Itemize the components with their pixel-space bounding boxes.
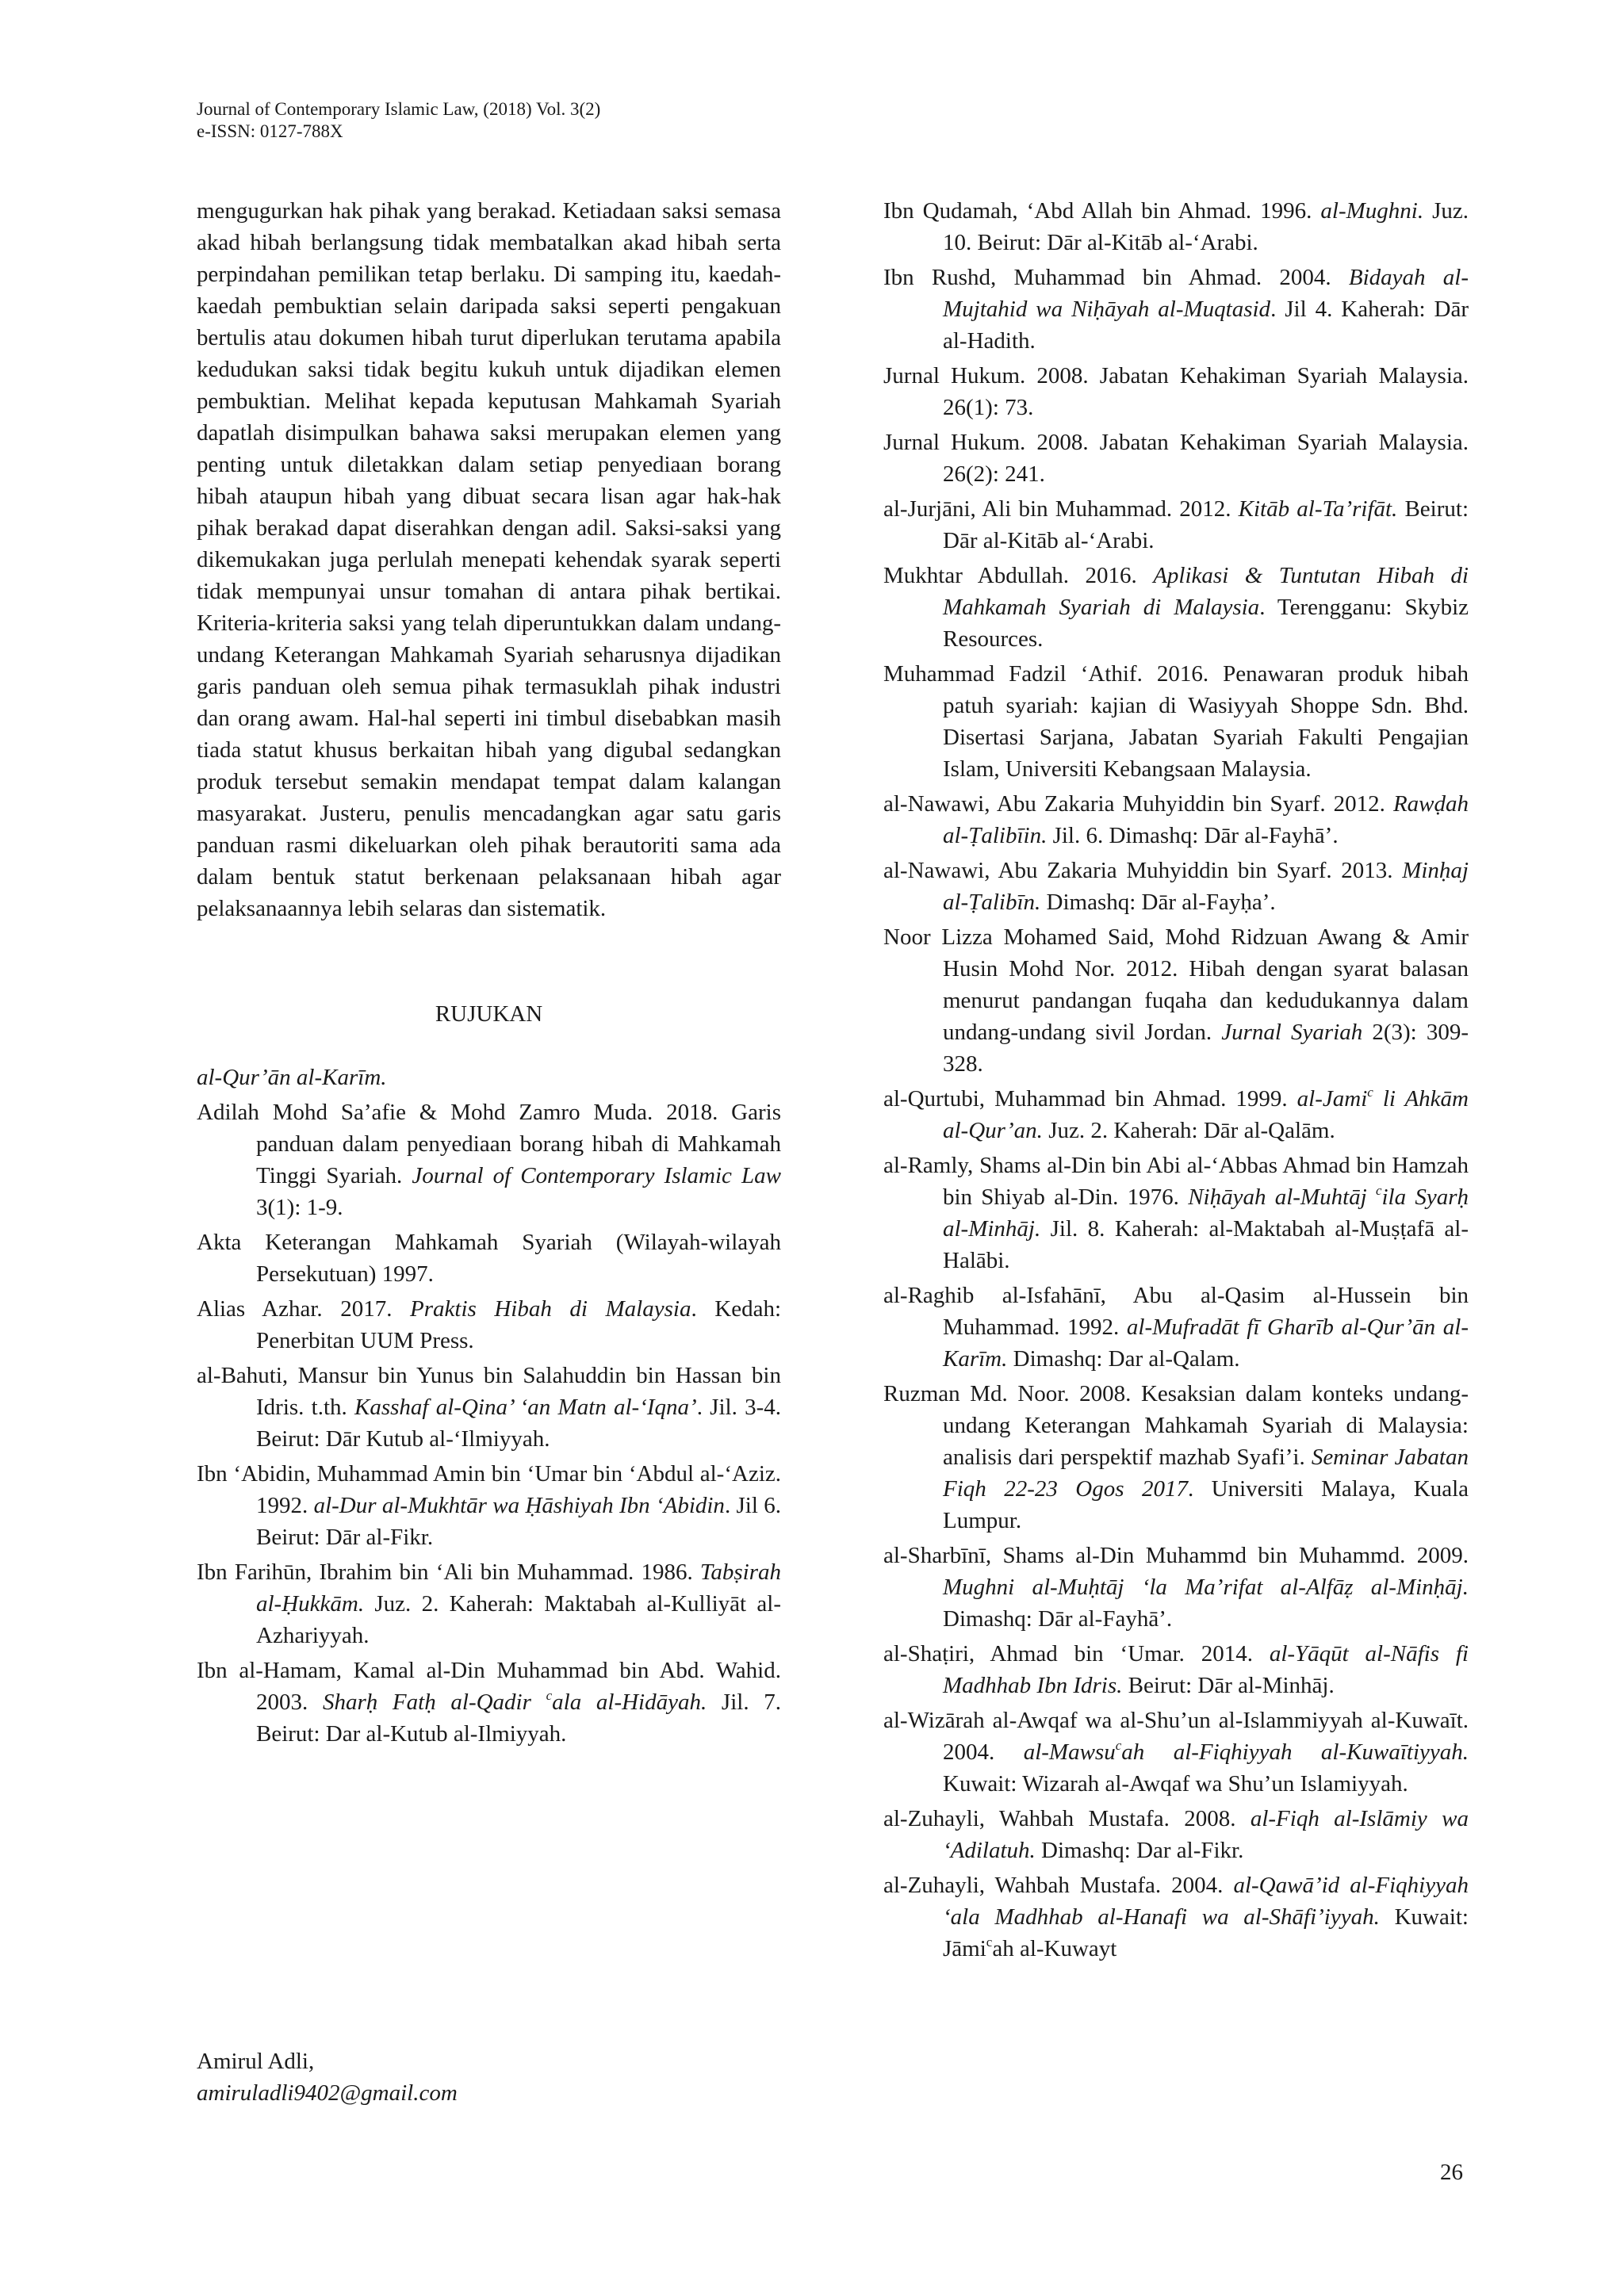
reference-entry (197, 1556, 781, 1651)
reference-text: Jil. 6. Dimashq: Dār al-Fayhā’. (1047, 823, 1339, 848)
reference-italic-text: al-Mughni. (1320, 198, 1424, 224)
reference-italic-text: Mughni al-Muḥtāj ‘la Ma’rifat al-Alfāẓ al-Minḥāj. (943, 1575, 1469, 1600)
reference-entry (883, 855, 1469, 918)
running-header (197, 98, 600, 143)
reference-superscript: c (546, 1688, 553, 1704)
reference-entry (883, 658, 1469, 785)
reference-text: Kuwait: Jāmi (943, 1904, 1469, 1961)
reference-italic-text: al-Jami (1297, 1086, 1368, 1112)
reference-superscript: c (1115, 1738, 1122, 1754)
reference-text: al-Bahuti, Mansur bin Yunus bin Salahuddin bin Hassan bin Idris. t.th. (197, 1363, 781, 1420)
reference-text: al-Nawawi, Abu Zakaria Muhyiddin bin Syarf. 2012. (883, 791, 1393, 817)
reference-text: Jurnal Hukum. 2008. Jabatan Kehakiman Syariah Malaysia. 26(2): 241. (883, 430, 1469, 487)
reference-text: . Terengganu: Skybiz Resources. (943, 595, 1469, 652)
reference-italic-text: Aplikasi & Tuntutan Hibah di Mahkamah Syariah di Malaysia (943, 563, 1469, 620)
reference-text: . Kedah: Penerbitan UUM Press. (256, 1296, 781, 1353)
reference-text: Mukhtar Abdullah. 2016. (883, 563, 1154, 588)
reference-italic-text: al-Mufradāt fī Gharīb al-Qur’ān al-Karīm. (943, 1314, 1469, 1372)
reference-text: 3(1): 1-9. (256, 1195, 343, 1220)
reference-italic-text: Bidayah al-Mujtahid wa Niḥāyah al-Muqtasid (943, 265, 1469, 322)
reference-entry (883, 1378, 1469, 1536)
reference-italic-text: al-Fiqh al-Islāmiy wa ‘Adilatuh. (943, 1806, 1469, 1863)
reference-text: Ruzman Md. Noor. 2008. Kesaksian dalam konteks undang-undang Keterangan Mahkamah Syariah di Malaysia: analisis dari perspektif mazhab Syafi’i. (883, 1381, 1469, 1470)
reference-text: Ibn Qudamah, ‘Abd Allah bin Ahmad. 1996. (883, 198, 1321, 224)
reference-text: Ibn al-Hamam, Kamal al-Din Muhammad bin Abd. Wahid. 2003. (197, 1658, 781, 1715)
author-email: amiruladli9402@gmail.com (197, 2080, 458, 2106)
reference-entry (883, 1540, 1469, 1635)
reference-italic-text: Minḥaj al-Ṭalibīn. (943, 858, 1469, 915)
reference-text: Dimashq: Dar al-Qalam. (1007, 1346, 1240, 1372)
reference-entry (197, 1458, 781, 1553)
reference-entry (197, 1293, 781, 1357)
reference-entry (883, 560, 1469, 655)
reference-text: Noor Lizza Mohamed Said, Mohd Ridzuan Awang & Amir Husin Mohd Nor. 2012. Hibah dengan syarat balasan menurut pandangan fuqaha dan kedudukannya dalam undang-undang sivil Jordan. (883, 924, 1469, 1045)
reference-italic-text: Tabṣirah al-Ḥukkām. (256, 1559, 781, 1617)
reference-text: al-Ramly, Shams al-Din bin Abi al-‘Abbas Ahmad bin Hamzah bin Shiyab al-Din. 1976. (883, 1153, 1469, 1210)
reference-italic-text: al-Dur al-Mukhtār wa Ḥāshiyah Ibn ‘Abidin (313, 1493, 725, 1518)
reference-text: Akta Keterangan Mahkamah Syariah (Wilayah-wilayah Persekutuan) 1997. (197, 1230, 781, 1287)
reference-superscript: c (986, 1934, 993, 1950)
reference-italic-text: Niḥāyah al-Muhtāj (1188, 1184, 1376, 1210)
reference-text: Juz. 2. Kaherah: Dār al-Qalām. (1042, 1118, 1335, 1143)
reference-entry (883, 1150, 1469, 1276)
reference-text: al-Jurjāni, Ali bin Muhammad. 2012. (883, 496, 1239, 522)
reference-entry (883, 360, 1469, 423)
author-block (197, 2045, 458, 2109)
reference-italic-text: ala al-Hidāyah. (552, 1689, 707, 1715)
right-column (883, 195, 1469, 1968)
reference-entry (883, 921, 1469, 1080)
reference-entry (197, 1655, 781, 1750)
reference-text: Ibn ‘Abidin, Muhammad Amin bin ‘Umar bin ‘Abdul al-‘Aziz. 1992. (197, 1461, 781, 1518)
reference-entry (883, 1705, 1469, 1800)
reference-entry (197, 1226, 781, 1290)
reference-text: Alias Azhar. 2017. (197, 1296, 411, 1322)
reference-italic-text: Kitāb al-Ta’rifāt. (1238, 496, 1398, 522)
author-name: Amirul Adli, (197, 2049, 315, 2074)
reference-entry (197, 1062, 781, 1093)
reference-text: ah al-Kuwayt (992, 1936, 1117, 1961)
reference-entry (883, 1638, 1469, 1701)
reference-text: Ibn Farihūn, Ibrahim bin ‘Ali bin Muhammad. 1986. (197, 1559, 700, 1585)
reference-text: . Jil. 3-4. Beirut: Dār Kutub al-‘Ilmiyyah. (256, 1395, 781, 1452)
reference-text: Dimashq: Dār al-Fayḥa’. (1040, 890, 1276, 915)
reference-text: al-Zuhayli, Wahbah Mustafa. 2004. (883, 1873, 1234, 1898)
references-heading: RUJUKAN (435, 1001, 543, 1027)
reference-italic-text: Praktis Hibah di Malaysia (410, 1296, 691, 1322)
reference-text: al-Sharbīnī, Shams al-Din Muhammd bin Muhammd. 2009. (883, 1543, 1469, 1568)
reference-italic-text: ila Syarḥ al-Minhāj. (943, 1184, 1469, 1242)
reference-entry (883, 1280, 1469, 1375)
reference-text: Dimashq: Dār al-Fayhā’. (943, 1606, 1173, 1632)
reference-superscript: c (1367, 1085, 1373, 1100)
reference-entry (883, 195, 1469, 258)
left-column (197, 195, 781, 1753)
reference-text: . Jil 4. Kaherah: Dār al-Hadith. (943, 297, 1469, 354)
reference-entry (883, 1869, 1469, 1965)
reference-list-right (883, 195, 1469, 1965)
reference-italic-text: ah al-Fiqhiyyah al-Kuwaītiyyah. (1121, 1739, 1469, 1765)
reference-text: al-Nawawi, Abu Zakaria Muhyiddin bin Syarf. 2013. (883, 858, 1403, 883)
reference-italic-text: Kasshaf al-Qina’ ‘an Matn al-‘Iqna’ (354, 1395, 697, 1420)
reference-superscript: c (1375, 1183, 1382, 1199)
reference-text: Muhammad Fadzil ‘Athif. 2016. Penawaran produk hibah patuh syariah: kajian di Wasiyyah Shoppe Sdn. Bhd. Disertasi Sarjana, Jabatan Syariah Fakulti Pengajian Islam, Universiti Kebangsaan Malaysia. (883, 661, 1469, 782)
issn-line: e-ISSN: 0127-788X (197, 121, 343, 141)
reference-text: Beirut: Dār al-Minhāj. (1122, 1673, 1335, 1698)
reference-text: Jil. 7. Beirut: Dar al-Kutub al-Ilmiyyah. (256, 1689, 782, 1747)
reference-text: al-Zuhayli, Wahbah Mustafa. 2008. (883, 1806, 1251, 1831)
reference-text: Beirut: Dār al-Kitāb al-‘Arabi. (943, 496, 1469, 553)
reference-text: Ibn Rushd, Muhammad bin Ahmad. 2004. (883, 265, 1349, 290)
reference-entry (883, 262, 1469, 357)
reference-entry (197, 1360, 781, 1455)
reference-entry (883, 1803, 1469, 1866)
reference-italic-text: li Ahkām al-Qur’an. (943, 1086, 1469, 1143)
reference-italic-text: Seminar Jabatan Fiqh 22-23 Ogos 2017 (943, 1445, 1469, 1502)
reference-entry (883, 1083, 1469, 1146)
reference-text: al-Qurtubi, Muhammad bin Ahmad. 1999. (883, 1086, 1297, 1112)
reference-text: . Jil 6. Beirut: Dār al-Fikr. (256, 1493, 782, 1550)
reference-text: al-Shaṭiri, Ahmad bin ‘Umar. 2014. (883, 1641, 1270, 1667)
reference-entry (883, 788, 1469, 851)
reference-text: . Universiti Malaya, Kuala Lumpur. (943, 1476, 1469, 1533)
reference-entry (883, 427, 1469, 490)
reference-text: Juz. 10. Beirut: Dār al-Kitāb al-‘Arabi. (943, 198, 1469, 255)
reference-list-left (197, 1062, 781, 1750)
reference-text: Kuwait: Wizarah al-Awqaf wa Shu’un Islamiyyah. (943, 1771, 1408, 1797)
reference-text: Dimashq: Dar al-Fikr. (1035, 1838, 1244, 1863)
reference-text: 2(3): 309-328. (943, 1020, 1469, 1077)
reference-italic-text: Jurnal Syariah (1221, 1020, 1363, 1045)
reference-italic-text: al-Qur’ān al-Karīm. (197, 1065, 387, 1090)
reference-italic-text: Rawḍah al-Ṭalibīin. (943, 791, 1469, 848)
journal-title-line: Journal of Contemporary Islamic Law, (2018) Vol. 3(2) (197, 99, 601, 119)
body-paragraph: mengugurkan hak pihak yang berakad. Ketiadaan saksi semasa akad hibah berlangsung tidak membatalkan akad hibah serta perpindahan pemilikan tetap berlaku. Di samping itu, kaedah-kaedah pembuktian selain daripada saksi seperti pengakuan bertulis atau dokumen hibah turut diperlukan terutama apabila kedudukan saksi tidak begitu kukuh untuk dijadikan elemen pembuktian. Melihat kepada keputusan Mahkamah Syariah dapatlah disimpulkan bahawa saksi merupakan elemen yang penting untuk diletakkan dalam setiap penyediaan borang hibah ataupun hibah yang dibuat secara lisan agar hak-hak pihak berakad dapat diserahkan dengan adil. Saksi-saksi yang dikemukakan juga perlulah menepati kehendak syarak seperti tidak mempunyai unsur tomahan di antara pihak bertikai. Kriteria-kriteria saksi yang telah diperuntukkan dalam undang-undang Keterangan Mahkamah Syariah seharusnya dijadikan garis panduan oleh semua pihak termasuklah pihak industri dan orang awam. Hal-hal seperti ini timbul disebabkan masih tiada statut khusus berkaitan hibah yang digubal sedangkan produk tersebut semakin mendapat tempat dalam kalangan masyarakat. Justeru, penulis mencadangkan agar satu garis panduan rasmi dikeluarkan oleh pihak berautoriti sama ada dalam bentuk statut berkenaan pelaksanaan hibah agar pelaksanaannya lebih selaras dan sistematik. (197, 198, 781, 921)
reference-italic-text: Sharḥ Fatḥ al-Qadir (322, 1689, 546, 1715)
reference-text: al-Wizārah al-Awqaf wa al-Shu’un al-Islammiyyah al-Kuwaīt. 2004. (883, 1708, 1469, 1765)
reference-entry (197, 1096, 781, 1223)
reference-italic-text: al-Qawā’id al-Fiqhiyyah ‘ala Madhhab al-Hanafi wa al-Shāfi’iyyah. (943, 1873, 1469, 1930)
reference-text: Juz. 2. Kaherah: Maktabah al-Kulliyāt al-Azhariyyah. (256, 1591, 781, 1648)
reference-text: Adilah Mohd Sa’afie & Mohd Zamro Muda. 2018. Garis panduan dalam penyediaan borang hibah di Mahkamah Tinggi Syariah. (197, 1100, 781, 1188)
reference-italic-text: al-Mawsu (1023, 1739, 1116, 1765)
reference-italic-text: Journal of Contemporary Islamic Law (412, 1163, 781, 1188)
reference-text: al-Raghib al-Isfahānī, Abu al-Qasim al-Hussein bin Muhammad. 1992. (883, 1283, 1469, 1340)
page-number: 26 (1440, 2160, 1463, 2185)
reference-entry (883, 493, 1469, 557)
reference-italic-text: al-Yāqūt al-Nāfis fi Madhhab Ibn Idris. (943, 1641, 1469, 1698)
reference-text: Jurnal Hukum. 2008. Jabatan Kehakiman Syariah Malaysia. 26(1): 73. (883, 363, 1469, 420)
reference-text: Jil. 8. Kaherah: al-Maktabah al-Muṣṭafā al-Halābi. (943, 1216, 1469, 1273)
